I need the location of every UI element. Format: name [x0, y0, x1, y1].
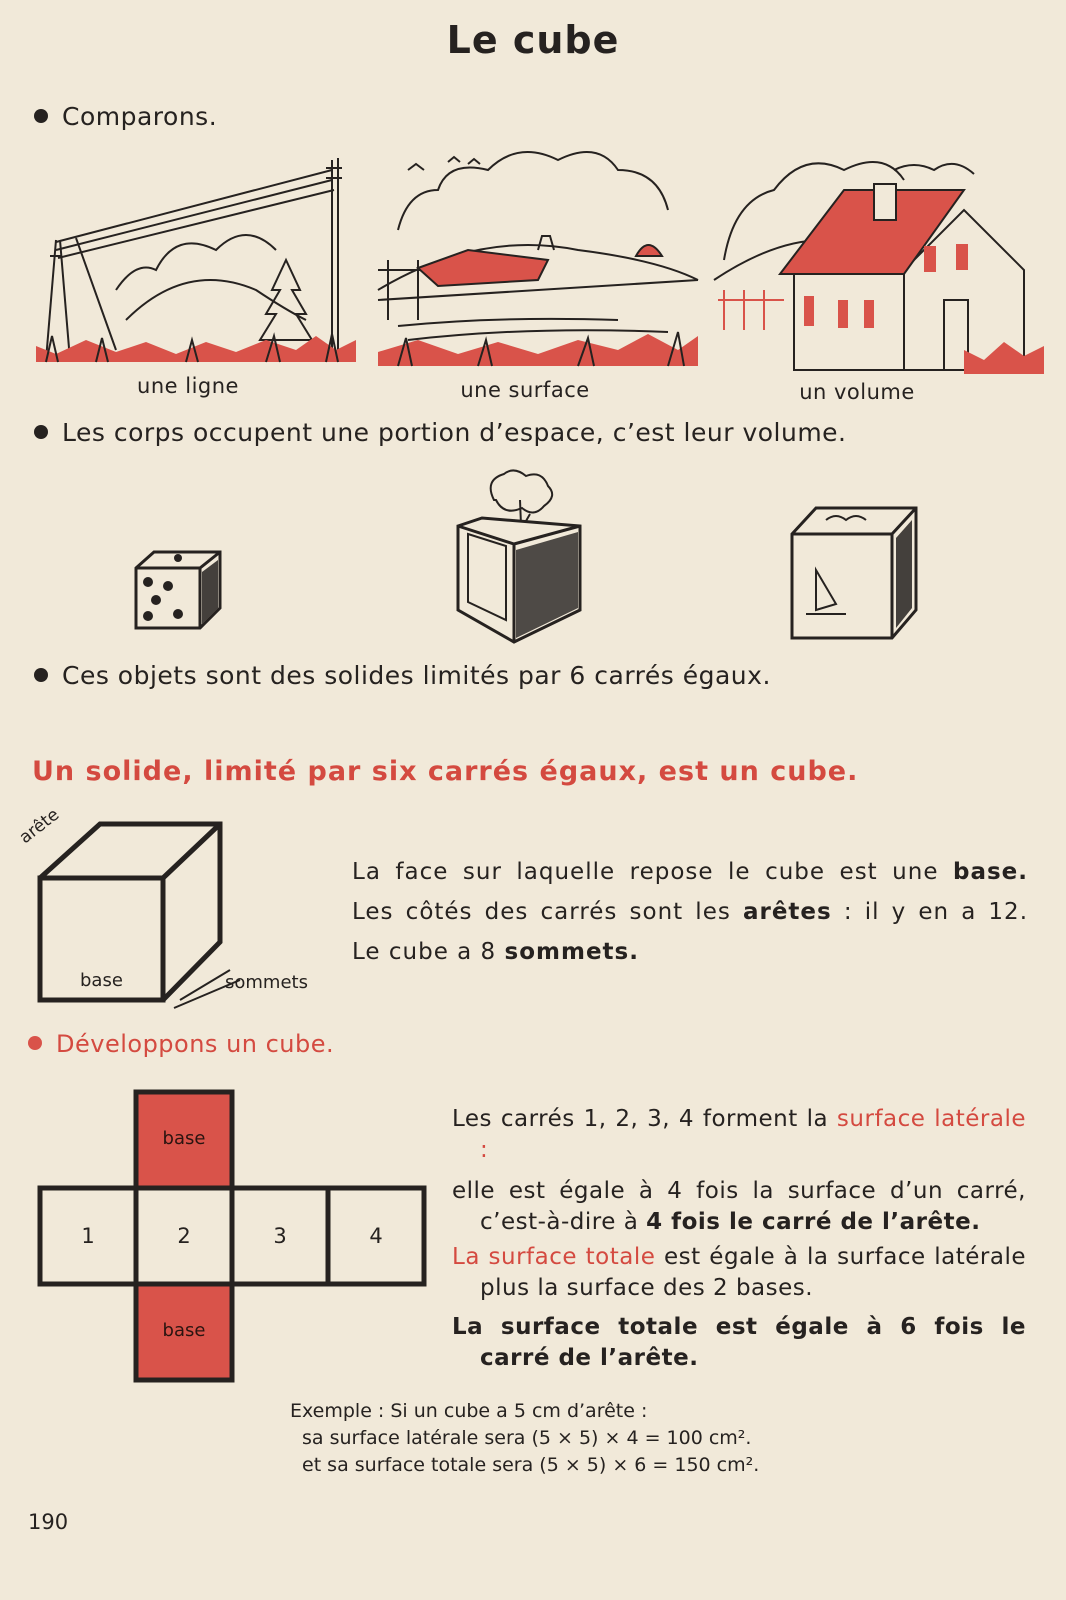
bullet-compare [34, 102, 217, 131]
cube-definition: Un solide, limité par six carrés égaux, est un cube. [32, 756, 859, 787]
page-number: 190 [28, 1510, 69, 1534]
caption-surface: une surface [460, 378, 590, 402]
edges-sentence: Les côtés des carrés sont les arêtes : il y en a 12. [352, 899, 1029, 925]
bullet-solids-text: Ces objets sont des solides limités par 6 carrés égaux. [62, 661, 771, 690]
bullet-compare-text: Comparons. [62, 102, 218, 131]
bullet-volume-text: Les corps occupent une portion d’espace, c’est leur volume. [62, 418, 847, 447]
vertices-sentence: Le cube a 8 sommets. [352, 939, 639, 965]
bullet-volume [34, 418, 847, 447]
bullet-solids [34, 661, 771, 690]
caption-ligne: une ligne [137, 374, 239, 398]
net-bottom-base-label: base [162, 1320, 206, 1341]
photo-cube-illustration [786, 500, 926, 650]
cube-diagram [30, 820, 330, 1030]
net-top-base-label: base [162, 1128, 206, 1149]
lateral-surface-text [452, 1104, 1026, 1374]
lateral-para-2: elle est égale à 4 fois la surface d’un carré, c’est-à-dire à 4 fois le carré de l’arête. [452, 1178, 1026, 1235]
caption-volume: un volume [799, 380, 915, 404]
example-line-1: Exemple : Si un cube a 5 cm d’arête : [290, 1400, 648, 1422]
total-surface-para: La surface totale est égale à la surface latérale plus la surface des 2 bases. [452, 1244, 1026, 1301]
bullet-dot [34, 668, 48, 682]
total-surface-rule: La surface totale est égale à 6 fois le carré de l’arête. [452, 1314, 1026, 1371]
surface-illustration [378, 150, 698, 372]
net-square-1: 1 [81, 1224, 95, 1248]
volume-illustration [714, 150, 1044, 380]
base-label: base [80, 970, 123, 991]
example-line-2: sa surface latérale sera (5 × 5) × 4 = 100 cm². [302, 1427, 752, 1449]
example-line-3: et sa surface totale sera (5 × 5) × 6 = 150 cm². [302, 1454, 760, 1476]
cube-description [352, 852, 1028, 972]
edge-label: arête [15, 804, 64, 848]
vertices-label: sommets [225, 972, 308, 993]
bullet-dot [34, 425, 48, 439]
base-sentence: La face sur laquelle repose le cube est une base. [352, 859, 1028, 885]
bullet-dot [34, 109, 48, 123]
page-title: Le cube [446, 18, 620, 62]
planter-illustration [454, 470, 594, 650]
bullet-develop-text: Développons un cube. [56, 1030, 335, 1058]
net-square-2: 2 [177, 1224, 191, 1248]
net-square-4: 4 [369, 1224, 383, 1248]
bullet-develop [28, 1030, 334, 1058]
die-illustration [130, 538, 230, 634]
bullet-dot [28, 1036, 42, 1050]
net-square-3: 3 [273, 1224, 287, 1248]
line-illustration [36, 150, 356, 372]
lateral-para-1: Les carrés 1, 2, 3, 4 forment la surface latérale : [452, 1106, 1027, 1163]
example-block [290, 1398, 759, 1479]
